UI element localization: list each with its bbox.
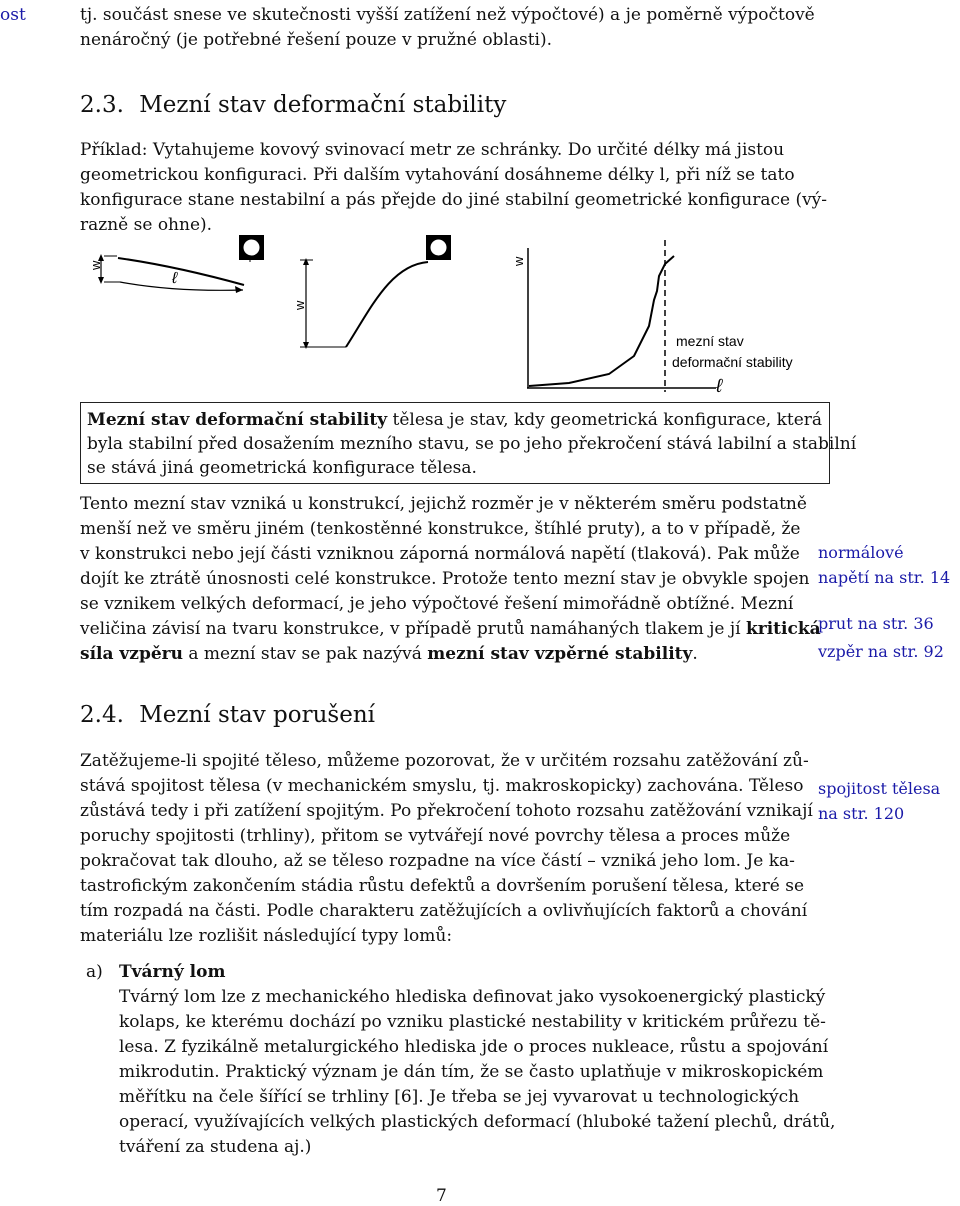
margin-note-normal-stress[interactable]	[818, 540, 960, 590]
bold-term: mezní stav vzpěrné stability	[427, 644, 693, 664]
annotation-line-2: deformační stability	[672, 354, 793, 370]
text-fragment: a mezní stav se pak nazývá	[182, 644, 428, 664]
text-line: lesa. Z fyzikálně metalurgického hlediska jde o proces nukleace, růstu a spojování	[119, 1037, 829, 1057]
list-item-marker: a)	[86, 962, 103, 982]
margin-link[interactable]: prut na str. 36	[818, 614, 934, 633]
text-line: tváření za studena aj.)	[119, 1137, 312, 1157]
text-line	[80, 642, 812, 667]
text-line: se vznikem velkých deformací, je jeho výpočtové řešení mimořádně obtížné. Mezní	[80, 594, 794, 614]
tape-large-deflection	[239, 235, 451, 349]
limit-state-paragraph	[80, 492, 821, 667]
margin-note-rod[interactable]	[818, 611, 960, 636]
tape-small-deflection	[88, 254, 244, 293]
text-line: v konstrukci nebo její části vzniknou záporná normálová napětí (tlaková). Pak může	[80, 544, 800, 564]
text-line: poruchy spojitosti (trhliny), přitom se vytvářejí nové povrchy tělesa a proces může	[80, 826, 791, 846]
text-line: dojít ke ztrátě únosnosti celé konstrukce. Protože tento mezní stav je obvykle spojen	[80, 569, 810, 589]
w-label: w	[292, 300, 307, 310]
section-number: 2.4.	[80, 702, 124, 728]
text-line: konfigurace stane nestabilní a pás přejde do jiné stabilní geometrické konfigurace (vý-	[80, 190, 828, 210]
text-line: Tento mezní stav vzniká u konstrukcí, jejichž rozměr je v některém směru podstatně	[80, 494, 807, 514]
stability-figure	[0, 0, 960, 400]
section-number: 2.3.	[80, 92, 124, 118]
bold-term: kritická	[745, 619, 821, 639]
text-line: zůstává tedy i při zatížení spojitým. Po překročení tohoto rozsahu zatěžování vznikají	[80, 801, 813, 821]
annotation-line-1: mezní stav	[676, 333, 744, 349]
margin-note-buckling[interactable]	[818, 639, 960, 664]
section-title: Mezní stav deformační stability	[139, 92, 507, 118]
definition-text: se stává jiná geometrická konfigurace tělesa.	[87, 458, 477, 478]
margin-fragment[interactable]: ost	[0, 5, 26, 25]
section-heading-2-4	[80, 702, 375, 728]
bold-term: síla vzpěru	[80, 644, 183, 664]
text-line: Tvárný lom lze z mechanického hlediska definovat jako vysokoenergický plastický	[119, 987, 826, 1007]
text-line: geometrickou konfiguraci. Při dalším vytahování dosáhneme délky l, při níž se tato	[80, 165, 795, 185]
text-line: pokračovat tak dlouho, až se těleso rozpadne na více částí – vzniká jeho lom. Je ka-	[80, 851, 795, 871]
failure-paragraph	[80, 749, 812, 949]
text-line	[80, 617, 821, 642]
margin-link[interactable]: na str. 120	[818, 804, 905, 823]
definition-box	[80, 402, 857, 484]
margin-link[interactable]: napětí na str. 14	[818, 568, 951, 587]
w-label: w	[88, 260, 103, 270]
definition-text: tělesa je stav, kdy geometrická konfigurace, která	[387, 410, 823, 430]
text-fragment: veličina závisí na tvaru konstrukce, v případě prutů namáhaných tlakem je jí	[80, 619, 746, 639]
margin-link[interactable]: normálové	[818, 543, 904, 562]
l-label: ℓ	[172, 270, 178, 287]
text-line: mikrodutin. Praktický význam je dán tím, že se často uplatňuje v mikroskopickém	[119, 1062, 824, 1082]
text-line: Zatěžujeme-li spojité těleso, můžeme pozorovat, že v určitém rozsahu zatěžování zů-	[80, 751, 809, 771]
text-line: operací, využívajících velkých plastických deformací (hluboké tažení plechů, drátů,	[119, 1112, 836, 1132]
margin-link[interactable]: vzpěr na str. 92	[818, 642, 944, 661]
margin-link[interactable]: spojitost tělesa	[818, 779, 941, 798]
stability-curve	[529, 256, 674, 386]
text-line: Příklad: Vytahujeme kovový svinovací metr ze schránky. Do určité délky má jistou	[80, 140, 785, 160]
section-title: Mezní stav porušení	[139, 702, 375, 728]
list-item-title: Tvárný lom	[119, 962, 226, 982]
text-line: nenáročný (je potřebné řešení pouze v pružné oblasti).	[80, 30, 553, 50]
text-line: měřítku na čele šířící se trhliny [6]. Je třeba se jej vyvarovat u technologických	[119, 1087, 800, 1107]
margin-note-continuity[interactable]	[818, 776, 960, 826]
text-line: menší než ve směru jiném (tenkostěnné konstrukce, štíhlé pruty), a to v případě, že	[80, 519, 801, 539]
axis-w-label: w	[511, 256, 526, 266]
axis-l-label: ℓ	[716, 376, 723, 397]
page-number: 7	[436, 1186, 447, 1206]
text-line: stává spojitost tělesa (v mechanickém smyslu, tj. makroskopicky) zachována. Těleso	[80, 776, 804, 796]
definition-text: byla stabilní před dosažením mezního stavu, se po jeho překročení stává labilní a stabilní	[87, 434, 857, 454]
text-line: razně se ohne).	[80, 215, 213, 235]
text-line: tj. součást snese ve skutečnosti vyšší zatížení než výpočtové) a je poměrně výpočtově	[80, 5, 815, 25]
text-fragment: .	[692, 644, 698, 664]
text-line: kolaps, ke kterému dochází po vzniku plastické nestability v kritickém průřezu tě-	[119, 1012, 826, 1032]
text-line: tastrofickým zakončením stádia růstu defektů a dovršením porušení tělesa, které se	[80, 876, 805, 896]
text-line: tím rozpadá na části. Podle charakteru zatěžujících a ovlivňujících faktorů a chování	[80, 901, 808, 921]
w-l-graph	[511, 240, 793, 397]
definition-term: Mezní stav deformační stability	[87, 410, 388, 430]
text-line: materiálu lze rozlišit následující typy lomů:	[80, 926, 453, 946]
list-item-ductile-fracture	[119, 960, 836, 1160]
